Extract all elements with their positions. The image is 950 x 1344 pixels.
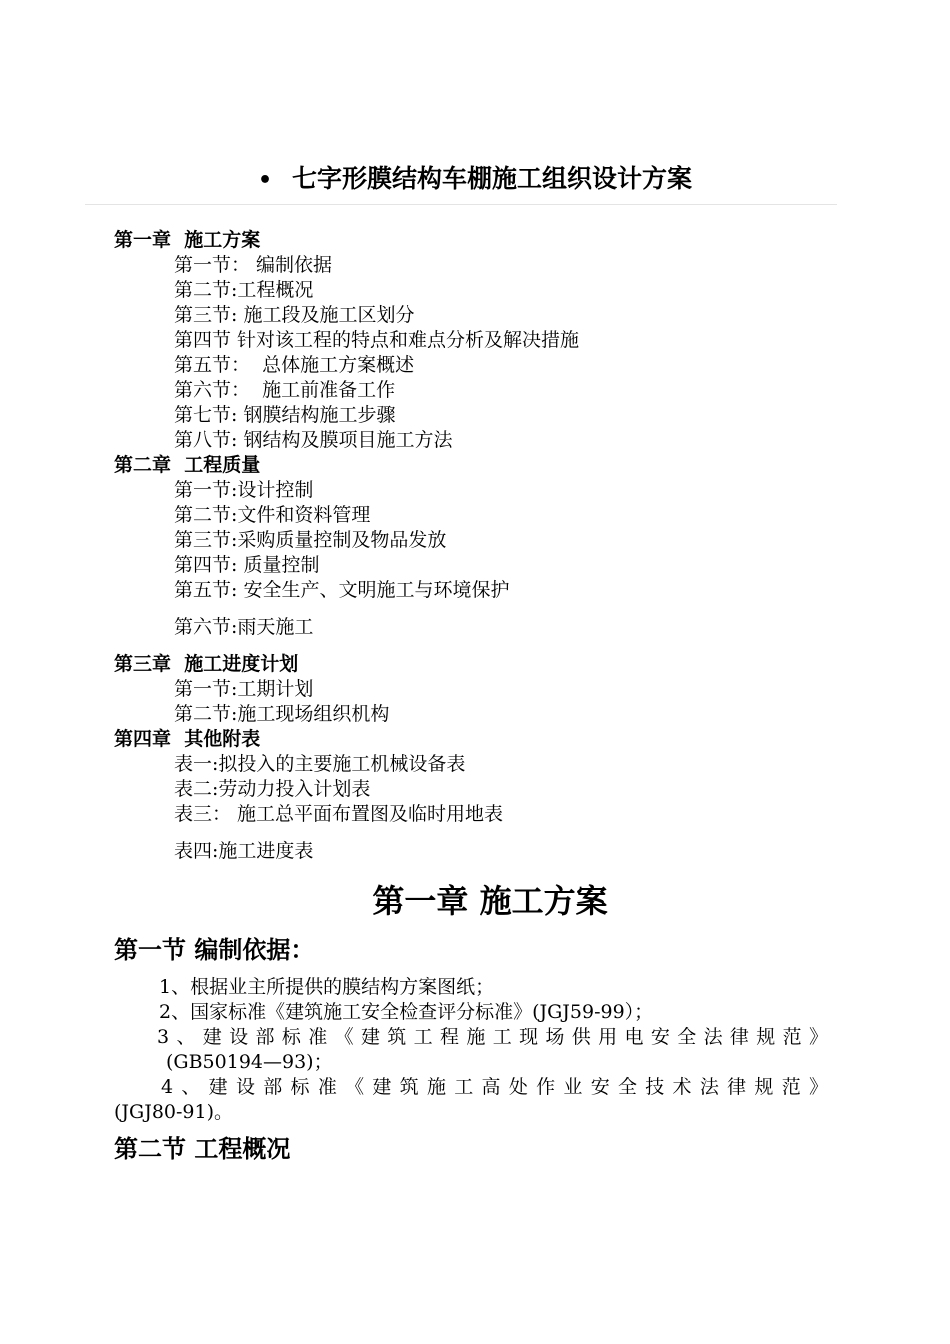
section-2-heading: 第二节 工程概况 (114, 1135, 291, 1163)
toc-section: 第二节:工程概况 (174, 279, 314, 301)
section-1-body (114, 975, 828, 1125)
document-title-text: 七字形膜结构车棚施工组织设计方案 (292, 164, 693, 193)
basis-item-2: 2、国家标准《建筑施工安全检查评分标准》(JGJ59-99）； (159, 1001, 654, 1023)
toc-section: 第六节:雨天施工 (174, 616, 314, 638)
toc-chapter-1: 第一章 施工方案 (114, 229, 261, 251)
toc-chapter-2: 第二章 工程质量 (114, 454, 261, 476)
toc-section: 第七节: 钢膜结构施工步骤 (174, 404, 396, 426)
chapter-1-heading: 第一章 施工方案 (372, 882, 608, 920)
toc-section: 第一节:工期计划 (174, 678, 314, 700)
section-1-heading: 第一节 编制依据： (114, 936, 315, 964)
toc-section: 第六节： 施工前准备工作 (174, 379, 396, 401)
table-of-contents (114, 228, 854, 864)
toc-section: 第二节:施工现场组织机构 (174, 703, 390, 725)
toc-section: 第一节:设计控制 (174, 479, 314, 501)
toc-table-item: 表二:劳动力投入计划表 (174, 778, 371, 800)
toc-section: 第五节： 总体施工方案概述 (174, 354, 415, 376)
toc-section: 第三节:采购质量控制及物品发放 (174, 529, 447, 551)
toc-section: 第三节: 施工段及施工区划分 (174, 304, 415, 326)
title-divider (85, 204, 837, 205)
basis-item-3-cont: (GB50194—93)； (166, 1051, 333, 1073)
basis-item-1: 1、根据业主所提供的膜结构方案图纸； (159, 976, 495, 998)
basis-item-3: 3、建设部标准《建筑工程施工现场供用电安全法律规范》 (157, 1026, 828, 1048)
toc-table-item: 表三： 施工总平面布置图及临时用地表 (174, 803, 504, 825)
toc-section: 第八节: 钢结构及膜项目施工方法 (174, 429, 453, 451)
toc-section: 第二节:文件和资料管理 (174, 504, 371, 526)
basis-item-4: 4、建设部标准《建筑施工高处作业安全技术法律规范》 (161, 1076, 828, 1098)
toc-table-item: 表一:拟投入的主要施工机械设备表 (174, 753, 466, 775)
toc-chapter-4: 第四章 其他附表 (114, 728, 261, 750)
toc-section: 第一节： 编制依据 (174, 254, 333, 276)
basis-item-4-cont: (JGJ80-91)。 (114, 1101, 234, 1123)
toc-section: 第五节: 安全生产、文明施工与环境保护 (174, 579, 510, 601)
toc-section: 第四节: 质量控制 (174, 554, 320, 576)
document-title (0, 160, 950, 200)
bullet-icon: • (257, 168, 273, 193)
toc-section: 第四节 针对该工程的特点和难点分析及解决措施 (174, 329, 580, 351)
toc-chapter-3: 第三章 施工进度计划 (114, 653, 299, 675)
toc-table-item: 表四:施工进度表 (174, 840, 314, 862)
